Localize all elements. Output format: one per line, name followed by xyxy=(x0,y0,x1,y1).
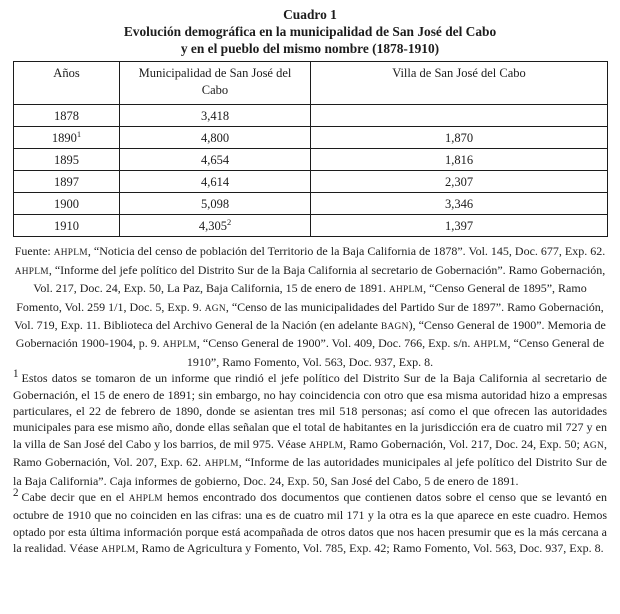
cell-villa xyxy=(311,105,608,127)
footnote-2 xyxy=(13,489,607,559)
table-row xyxy=(14,193,608,215)
table-row xyxy=(14,127,608,149)
table-title-line1: Evolución demográfica en la municipalidad de San José del Cabo xyxy=(123,23,497,39)
villa-value: 2,307 xyxy=(444,174,474,189)
table-row xyxy=(14,171,608,193)
table-header-row xyxy=(14,62,608,105)
table-title-block xyxy=(13,7,607,57)
footnote-ref-2: 2 xyxy=(226,216,232,227)
year-value: 1900 xyxy=(54,196,79,211)
villa-value: 3,346 xyxy=(444,196,474,211)
villa-value: 1,397 xyxy=(444,218,474,233)
cell-year xyxy=(14,127,120,149)
cell-year xyxy=(14,171,120,193)
cell-municipalidad xyxy=(120,193,311,215)
footnote-marker-2: 2 xyxy=(13,487,19,500)
cell-year xyxy=(14,215,120,237)
cell-municipalidad xyxy=(120,215,311,237)
footnote-2-text: Cabe decir que en el AHPLM hemos encontrado dos documentos que contienen datos sobre el censo que se levantó en octubre de 1910 que no coinciden en las cifras: una es de cuatro mil 171 y la otra es la que aparece en este cuadro. Hemos optado por esta última información porque está acompañada de otros datos que nos hacen presumir que es la más cercana a la realidad. Véase AHPLM, Ramo de Agricultura y Fomento, Vol. 785, Exp. 42; Ramo Fomento, Vol. 563, Doc. 937, Exp. 8. xyxy=(13,490,608,556)
population-table xyxy=(13,61,608,237)
col-header-municipalidad: Municipalidad de San José del Cabo xyxy=(120,62,311,105)
cell-villa xyxy=(311,215,608,237)
cell-villa xyxy=(311,171,608,193)
municipalidad-value: 3,418 xyxy=(200,108,230,123)
footnote-ref-1: 1 xyxy=(76,128,82,139)
table-row xyxy=(14,105,608,127)
cell-municipalidad xyxy=(120,149,311,171)
col-header-anos: Años xyxy=(14,62,120,105)
municipalidad-value: 4,654 xyxy=(200,152,230,167)
municipalidad-value: 4,800 xyxy=(200,130,230,145)
cell-villa xyxy=(311,149,608,171)
table-number: Cuadro 1 xyxy=(283,7,337,22)
cell-municipalidad xyxy=(120,127,311,149)
cell-year xyxy=(14,193,120,215)
year-value: 1897 xyxy=(54,174,79,189)
year-value: 1910 xyxy=(54,218,79,233)
cell-year xyxy=(14,149,120,171)
footnote-1-text: Estos datos se tomaron de un informe que rindió el jefe político del Distrito Sur de la Baja California al secretario de Gobernación, el 15 de enero de 1891; sin embargo, no hay coincidencia con otro que esa misma autoridad hizo a empresas particulares, el 22 de febrero de 1890, donde se asientan tres mil 518 personas; así como el que ofrecen las autoridades municipales para ese mismo año, donde ellas señalan que el total de habitantes en la jurisdicción era de cuatro mil 727 y en la villa de San José del Cabo y los barrios, de mil 975. Véase AHPLM, Ramo Gobernación, Vol. 217, Doc. 24, Exp. 50; AGN, Ramo Gobernación, Vol. 207, Exp. 62. AHPLM, “Informe de las autoridades municipales al jefe político del Distrito Sur de la Baja California”. Caja informes de gobierno, Doc. 24, Exp. 50, San José del Cabo, 5 de enero de 1891. xyxy=(13,371,607,488)
source-note xyxy=(13,243,607,370)
municipalidad-value: 4,305 xyxy=(198,218,227,233)
municipalidad-value: 4,614 xyxy=(200,174,230,189)
year-value: 1878 xyxy=(54,108,79,123)
col-header-villa: Villa de San José del Cabo xyxy=(311,62,608,105)
footnote-1 xyxy=(13,370,607,489)
cell-municipalidad xyxy=(120,105,311,127)
villa-value: 1,870 xyxy=(444,130,474,145)
cell-villa xyxy=(311,193,608,215)
year-value: 1895 xyxy=(54,152,79,167)
table-title-line2: y en el pueblo del mismo nombre (1878-1910) xyxy=(180,40,440,56)
table-row xyxy=(14,149,608,171)
villa-value: 1,816 xyxy=(444,152,474,167)
footnote-marker-1: 1 xyxy=(13,368,19,381)
cell-municipalidad xyxy=(120,171,311,193)
cell-year xyxy=(14,105,120,127)
municipalidad-value: 5,098 xyxy=(200,196,230,211)
table-row xyxy=(14,215,608,237)
source-note-text: Fuente: AHPLM, “Noticia del censo de población del Territorio de la Baja California de 1878”. Vol. 145, Doc. 677, Exp. 62. AHPLM, “Informe del jefe político del Distrito Sur de la Baja California al secretario de Gobernación”. Ramo Gobernación, Vol. 217, Doc. 24, Exp. 50, La Paz, Baja California, 15 de enero de 1891. AHPLM, “Censo General de 1895”, Ramo Fomento, Vol. 259 1/1, Doc. 5, Exp. 9. AGN, “Censo de las municipalidades del Partido Sur de 1897”. Ramo Gobernación, Vol. 719, Exp. 11. Biblioteca del Archivo General de la Nación (en adelante BAGN), “Censo General de 1900”. Memoria de Gobernación 1900-1904, p. 9. AHPLM, “Censo General de 1900”. Vol. 409, Doc. 766, Exp. s/n. AHPLM, “Censo General de 1910”, Ramo Fomento, Vol. 563, Doc. 937, Exp. 8. xyxy=(14,244,606,369)
cell-villa xyxy=(311,127,608,149)
year-value: 1890 xyxy=(51,130,77,145)
